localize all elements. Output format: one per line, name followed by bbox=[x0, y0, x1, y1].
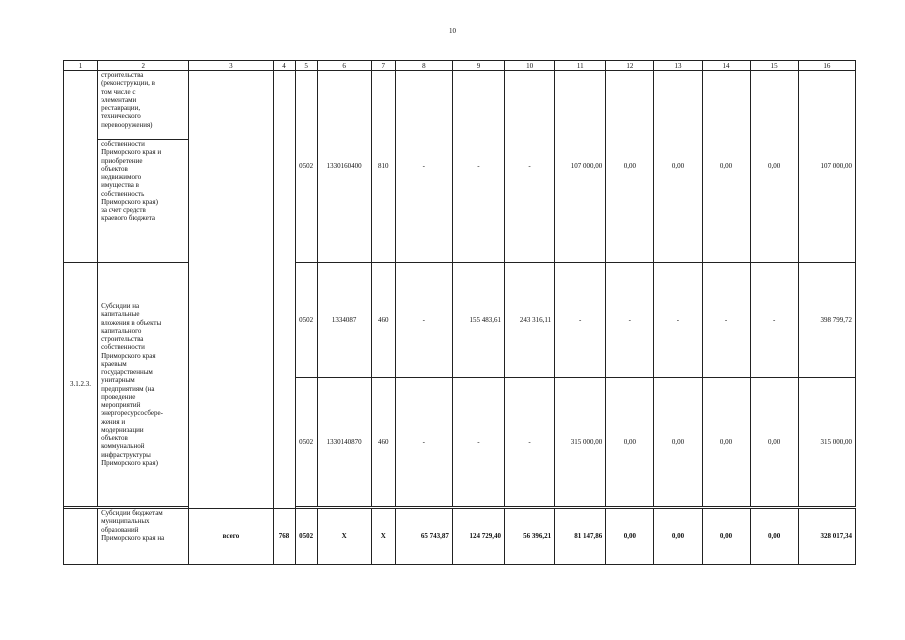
value-cell: - bbox=[606, 263, 654, 378]
description-cell: Субсидии бюджетам муниципальных образований Приморского края на bbox=[98, 509, 189, 565]
header-cell: 7 bbox=[371, 61, 395, 71]
header-cell: 10 bbox=[505, 61, 555, 71]
row-number-cell bbox=[64, 509, 98, 565]
header-cell: 16 bbox=[798, 61, 855, 71]
value-cell: - bbox=[750, 263, 798, 378]
header-cell: 3 bbox=[189, 61, 273, 71]
description-cell: Субсидии на капитальные вложения в объекты капитального строительства собственности Приморского края краевым государственным унитарным предприятиям (на проведение мероприятий энергоресурсосбере- жения и модернизации объектов коммунальной инфраструктуры Приморского края) bbox=[98, 263, 189, 507]
table-row bbox=[64, 509, 856, 565]
header-cell: 4 bbox=[273, 61, 295, 71]
value-cell: 243 316,11 bbox=[505, 263, 555, 378]
target-article-cell: 1330160400 bbox=[317, 71, 371, 263]
header-cell: 1 bbox=[64, 61, 98, 71]
table-row bbox=[64, 71, 856, 140]
total-value-cell: 328 017,34 bbox=[798, 509, 855, 565]
value-cell: - bbox=[452, 378, 504, 507]
section-code-cell: 0502 bbox=[295, 71, 317, 263]
description-cell: собственности Приморского края и приобретение объектов недвижимого имущества в собственность Приморского края) за счет средств краевого бюджета bbox=[98, 140, 189, 263]
value-cell: - bbox=[505, 71, 555, 263]
total-value-cell: 107 000,00 bbox=[798, 71, 855, 263]
target-article-cell: 1330140870 bbox=[317, 378, 371, 507]
value-cell: 0,00 bbox=[654, 509, 702, 565]
total-value-cell: 398 799,72 bbox=[798, 263, 855, 378]
column-4-cell: 768 bbox=[273, 509, 295, 565]
description-cell: строительства (реконструкции, в том числе с элементами реставрации, технического перевооружения) bbox=[98, 71, 189, 140]
expense-type-cell: 810 bbox=[371, 71, 395, 263]
section-code-cell: 0502 bbox=[295, 378, 317, 507]
header-row bbox=[64, 61, 856, 71]
row-number-cell: 3.1.2.3. bbox=[64, 263, 98, 507]
header-cell: 14 bbox=[702, 61, 750, 71]
value-cell: 0,00 bbox=[702, 71, 750, 263]
value-cell: 65 743,87 bbox=[395, 509, 452, 565]
section-code-cell: 0502 bbox=[295, 263, 317, 378]
column-3-cell bbox=[189, 71, 273, 509]
value-cell: 81 147,86 bbox=[555, 509, 606, 565]
table-row bbox=[64, 263, 856, 378]
value-cell: 0,00 bbox=[606, 378, 654, 507]
column-4-cell bbox=[273, 71, 295, 509]
column-3-cell: всего bbox=[189, 509, 273, 565]
total-value-cell: 315 000,00 bbox=[798, 378, 855, 507]
header-cell: 11 bbox=[555, 61, 606, 71]
target-article-cell: 1334087 bbox=[317, 263, 371, 378]
value-cell: 0,00 bbox=[606, 509, 654, 565]
target-article-cell: X bbox=[317, 509, 371, 565]
value-cell: 0,00 bbox=[654, 71, 702, 263]
value-cell: 315 000,00 bbox=[555, 378, 606, 507]
header-cell: 8 bbox=[395, 61, 452, 71]
value-cell: 0,00 bbox=[750, 71, 798, 263]
row-number-cell bbox=[64, 71, 98, 263]
value-cell: - bbox=[395, 71, 452, 263]
value-cell: - bbox=[452, 71, 504, 263]
value-cell: 0,00 bbox=[702, 378, 750, 507]
value-cell: - bbox=[555, 263, 606, 378]
page-number: 10 bbox=[449, 27, 456, 35]
header-cell: 13 bbox=[654, 61, 702, 71]
budget-table bbox=[63, 60, 856, 565]
header-cell: 5 bbox=[295, 61, 317, 71]
header-cell: 2 bbox=[98, 61, 189, 71]
value-cell: - bbox=[505, 378, 555, 507]
value-cell: 0,00 bbox=[654, 378, 702, 507]
value-cell: - bbox=[395, 378, 452, 507]
value-cell: - bbox=[702, 263, 750, 378]
header-cell: 9 bbox=[452, 61, 504, 71]
section-code-cell: 0502 bbox=[295, 509, 317, 565]
value-cell: 124 729,40 bbox=[452, 509, 504, 565]
value-cell: 0,00 bbox=[750, 509, 798, 565]
value-cell: 107 000,00 bbox=[555, 71, 606, 263]
value-cell: 0,00 bbox=[750, 378, 798, 507]
value-cell: 155 483,61 bbox=[452, 263, 504, 378]
value-cell: 0,00 bbox=[606, 71, 654, 263]
expense-type-cell: X bbox=[371, 509, 395, 565]
value-cell: - bbox=[395, 263, 452, 378]
value-cell: 56 396,21 bbox=[505, 509, 555, 565]
value-cell: 0,00 bbox=[702, 509, 750, 565]
header-cell: 6 bbox=[317, 61, 371, 71]
expense-type-cell: 460 bbox=[371, 263, 395, 378]
expense-type-cell: 460 bbox=[371, 378, 395, 507]
value-cell: - bbox=[654, 263, 702, 378]
header-cell: 12 bbox=[606, 61, 654, 71]
header-cell: 15 bbox=[750, 61, 798, 71]
